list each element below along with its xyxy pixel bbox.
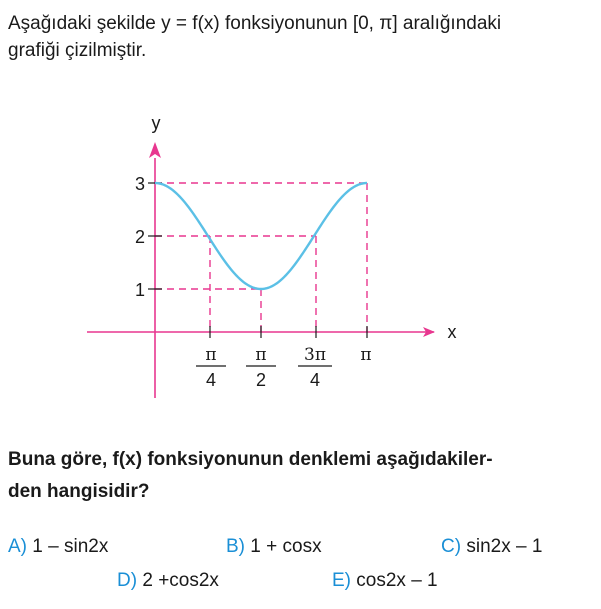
- question-line-1: Buna göre, f(x) fonksiyonunun denklemi aşağıdakiler-: [8, 449, 493, 470]
- option-c-text: sin2x – 1: [466, 536, 543, 557]
- x-tick-label-pi-over-4-denominator: 4: [205, 370, 217, 390]
- option-e-text: cos2x – 1: [356, 570, 438, 591]
- question-line-2: den hangisidir?: [8, 481, 150, 502]
- x-tick-label-pi-over-2-denominator: 2: [255, 370, 267, 390]
- problem-statement-line-1: Aşağıdaki şekilde y = f(x) fonksiyonunun [0, π] aralığındaki: [8, 13, 502, 34]
- x-tick-label-3pi-over-4-denominator: 4: [309, 370, 321, 390]
- option-c[interactable]: [441, 536, 542, 558]
- option-a[interactable]: [8, 536, 108, 558]
- x-axis-label: x: [447, 322, 457, 342]
- x-tick-label-pi: π: [360, 345, 372, 365]
- question-text: [8, 444, 600, 508]
- option-b[interactable]: [226, 536, 322, 558]
- x-tick-label-3pi-over-4-numerator: 3π: [304, 345, 326, 365]
- x-tick-label-pi-over-2-numerator: π: [255, 345, 267, 365]
- function-curve: [155, 183, 367, 289]
- option-d-text: 2 +cos2x: [142, 570, 219, 591]
- option-e[interactable]: [332, 570, 438, 592]
- x-tick-label-pi-over-4-numerator: π: [205, 345, 217, 365]
- option-d[interactable]: [117, 570, 219, 592]
- option-a-letter: A): [8, 536, 27, 557]
- option-a-text: 1 – sin2x: [32, 536, 109, 557]
- option-b-text: 1 + cosx: [250, 536, 322, 557]
- x-tick-label-pi-over-4: [196, 345, 226, 390]
- y-axis-label: y: [151, 113, 161, 133]
- y-axis-arrowhead: [149, 142, 161, 158]
- x-tick-label-3pi-over-4: [298, 345, 332, 390]
- option-d-letter: D): [117, 570, 138, 591]
- option-b-letter: B): [226, 536, 245, 557]
- y-tick-label-1: 1: [134, 280, 146, 300]
- problem-statement-line-2: grafiği çizilmiştir.: [8, 40, 147, 61]
- option-e-letter: E): [332, 570, 351, 591]
- y-tick-label-3: 3: [134, 174, 146, 194]
- x-tick-label-pi-over-2: [246, 345, 276, 390]
- option-c-letter: C): [441, 536, 462, 557]
- y-tick-label-2: 2: [134, 227, 146, 247]
